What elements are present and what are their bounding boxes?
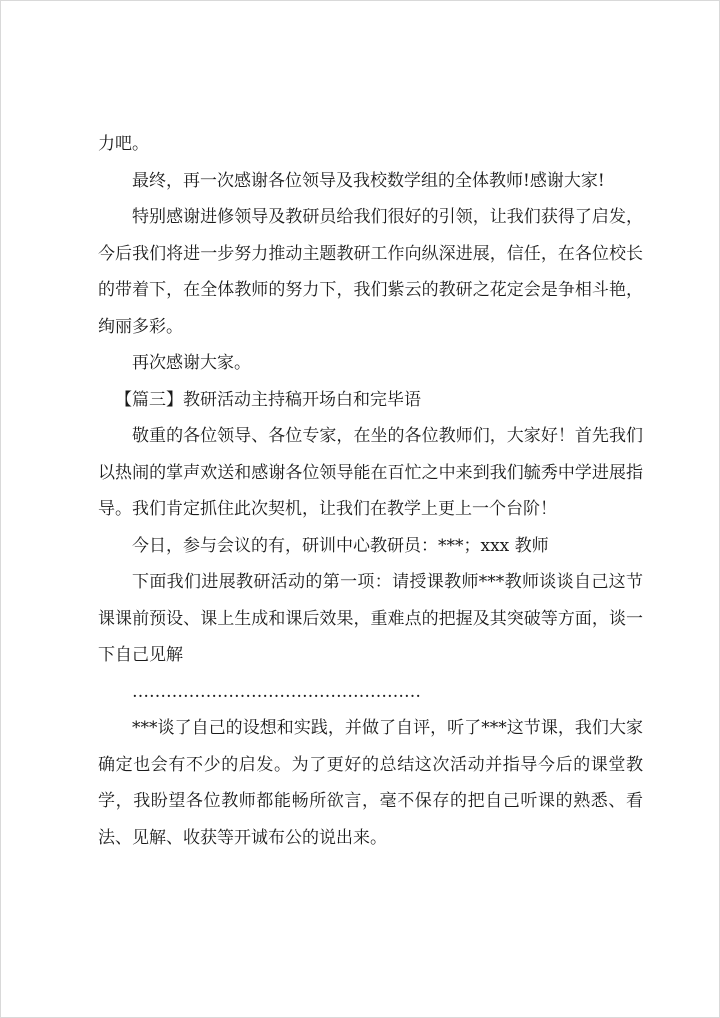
paragraph-summary: ***谈了自己的设想和实践，并做了自评，听了***这节课，我们大家确定也会有不少的启发。为了更好的总结这次活动并指导今后的课堂教学，我盼望各位教师都能畅所欲言，毫不保存的把自己听课的熟悉、看法、见解、收获等开诚布公的说出来。 xyxy=(98,718,643,848)
paragraph-attendees: 今日，参与会议的有，研训中心教研员：***；xxx 教师 xyxy=(132,535,549,556)
ellipsis-line: …………………………………………… xyxy=(132,681,421,702)
paragraph-special-thanks: 特别感谢进修领导及教研员给我们很好的引领，让我们获得了启发，今后我们将进一步努力推动主题教研工作向纵深进展，信任，在各位校长的带着下，在全体教师的努力下，我们紫云的教研之花定会是争相斗艳，绚丽多彩。 xyxy=(98,207,643,337)
document-body xyxy=(98,126,643,856)
paragraph-first-item: 下面我们进展教研活动的第一项：请授课教师***教师谈谈自己这节课课前预设、课上生成和课后效果，重难点的把握及其突破等方面，谈一下自己见解 xyxy=(98,572,643,665)
paragraph-thanks: 最终，再一次感谢各位领导及我校数学组的全体教师!感谢大家! xyxy=(132,170,605,191)
paragraph-thanks-again: 再次感谢大家。 xyxy=(132,353,251,373)
section-heading: 【篇三】教研活动主持稿开场白和完毕语 xyxy=(115,389,421,410)
paragraph-greeting: 敬重的各位领导、各位专家，在坐的各位教师们，大家好！首先我们以热闹的掌声欢送和感谢各位领导能在百忙之中来到我们毓秀中学进展指导。我们肯定抓住此次契机，让我们在教学上更上一个台阶！ xyxy=(98,426,643,519)
paragraph-continuation: 力吧。 xyxy=(98,134,149,154)
